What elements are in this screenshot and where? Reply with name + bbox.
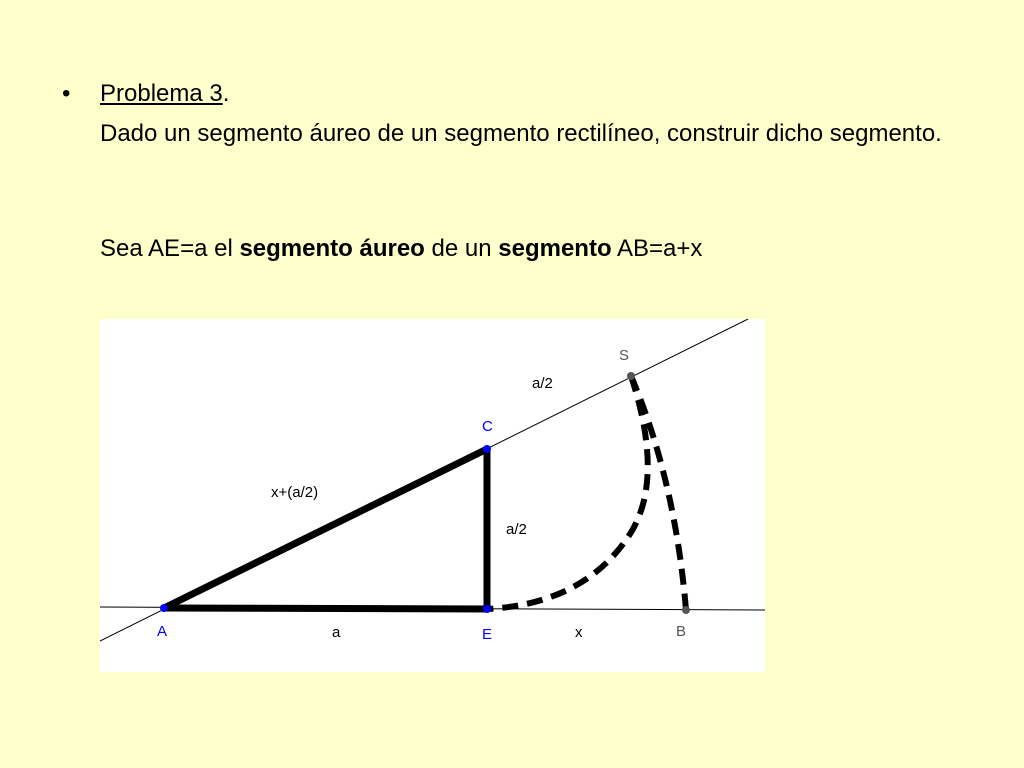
arc-s-to-e — [487, 376, 648, 609]
sea-line-bold1: segmento áureo — [239, 235, 425, 262]
segment-ac — [164, 449, 487, 608]
label-ac: x+(a/2) — [271, 484, 319, 501]
sea-line — [100, 232, 980, 266]
problem-title — [100, 80, 229, 108]
problem-statement: Dado un segmento áureo de un segmento rectilíneo, construir dicho segmento. — [100, 120, 942, 147]
label-ae: a — [332, 624, 341, 641]
label-ce: a/2 — [506, 521, 527, 538]
label-point-e: E — [482, 626, 493, 643]
label-cs: a/2 — [532, 375, 553, 392]
point-c — [483, 445, 491, 453]
sea-line-bold2: segmento — [498, 235, 612, 262]
segment-ae — [164, 608, 487, 609]
label-point-c: C — [482, 418, 493, 435]
label-eb: x — [575, 624, 583, 641]
geometry-diagram — [100, 319, 765, 672]
label-point-a: A — [157, 623, 168, 640]
sea-line-part1: Sea AE=a el — [100, 235, 240, 262]
problem-title-text: Problema 3 — [100, 80, 223, 107]
point-e — [483, 605, 491, 613]
label-point-s: S — [619, 347, 630, 364]
bullet-marker: • — [62, 80, 71, 107]
sea-line-part2: de un — [424, 235, 499, 262]
point-s — [627, 372, 635, 380]
geometry-figure — [100, 319, 765, 672]
point-a — [160, 604, 168, 612]
point-b — [682, 606, 690, 614]
sea-line-part3: AB=a+x — [611, 235, 703, 262]
label-point-b: B — [676, 623, 687, 640]
problem-title-punct: . — [222, 80, 230, 107]
